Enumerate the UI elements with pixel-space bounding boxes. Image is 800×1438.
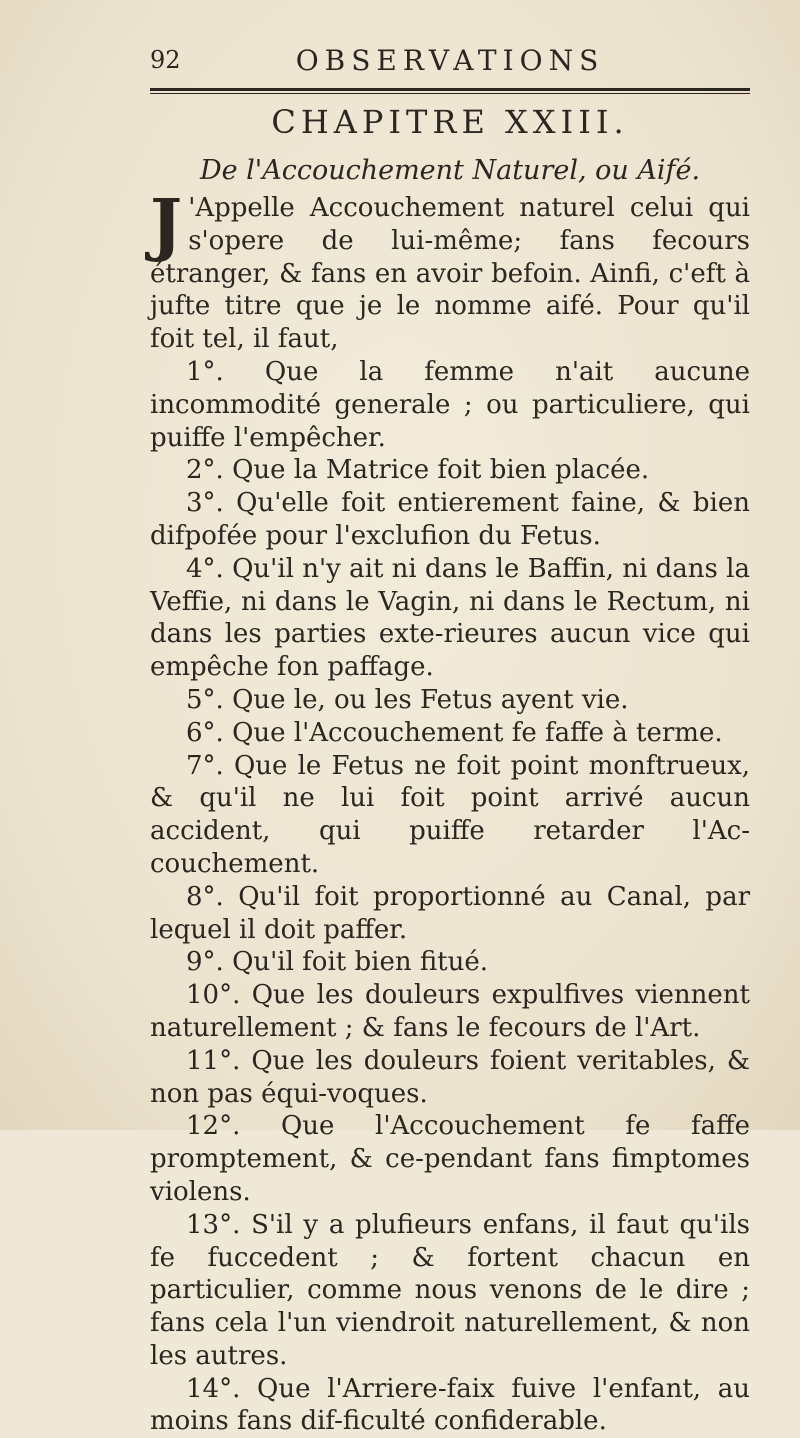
condition-item: 2°. Que la Matrice foit bien placée. [186, 455, 650, 486]
condition-item: 7°. Que le Fetus ne foit point monftrueux, & qu'il ne lui foit point arrivé aucun accident, qui puiffe retarder l'Ac-couchement. [150, 750, 750, 879]
condition-item: 4°. Qu'il n'y ait ni dans le Baffin, ni dans la Veffie, ni dans le Vagin, ni dans le Rectum, ni dans les parties exte-rieures aucun vice qui empêche fon paffage. [150, 553, 750, 683]
condition-item: 1°. Que la femme n'ait aucune incommodité generale ; ou particuliere, qui puiffe l'empêcher. [150, 356, 750, 453]
intro-paragraph [150, 185, 750, 356]
condition-item: 10°. Que les douleurs expulfives viennent naturellement ; & fans le fecours de l'Art. [150, 980, 750, 1043]
condition-item: 8°. Qu'il foit proportionné au Canal, par lequel il doit paffer. [150, 881, 750, 945]
condition-item: 3°. Qu'elle foit entierement faine, & bien difpofée pour l'exclufion du Fetus. [150, 488, 750, 551]
page-number: 92 [150, 46, 181, 74]
condition-item: 6°. Que l'Accouchement fe faffe à terme. [186, 717, 723, 748]
page-header [150, 40, 750, 80]
condition-item: 12°. Que l'Accouchement fe faffe promptement, & ce-pendant fans fimptomes violens. [150, 1111, 750, 1207]
condition-item: 5°. Que le, ou les Fetus ayent vie. [186, 684, 629, 715]
condition-item: 14°. Que l'Arriere-faix fuive l'enfant, au moins fans dif-ficulté confiderable. [150, 1373, 750, 1437]
condition-item: 9°. Qu'il foit bien fitué. [186, 947, 489, 978]
chapter-title: CHAPITRE XXIII. [271, 103, 629, 141]
header-rule [150, 88, 750, 94]
condition-item: 13°. S'il y a plufieurs enfans, il faut qu'ils fe fuccedent ; & fortent chacun en particulier, comme nous venons de le dire ; fans cela l'un viendroit naturellement, & non les autres. [150, 1209, 750, 1371]
condition-item: 11°. Que les douleurs foient veritables, & non pas équi-voques. [150, 1045, 750, 1109]
chapter-subtitle: De l'Accouchement Naturel, ou Aifé. [199, 155, 701, 186]
intro-text: 'Appelle Accouchement naturel celui qui s'opere de lui-même; fans fecours étranger, & fans en avoir befoin. Ainfi, c'eft à jufte titre que je le nomme aifé. Pour qu'il foit tel, il faut, [150, 193, 750, 355]
drop-cap: J [150, 185, 183, 265]
running-head: OBSERVATIONS [295, 44, 605, 77]
body-text [150, 185, 750, 1438]
